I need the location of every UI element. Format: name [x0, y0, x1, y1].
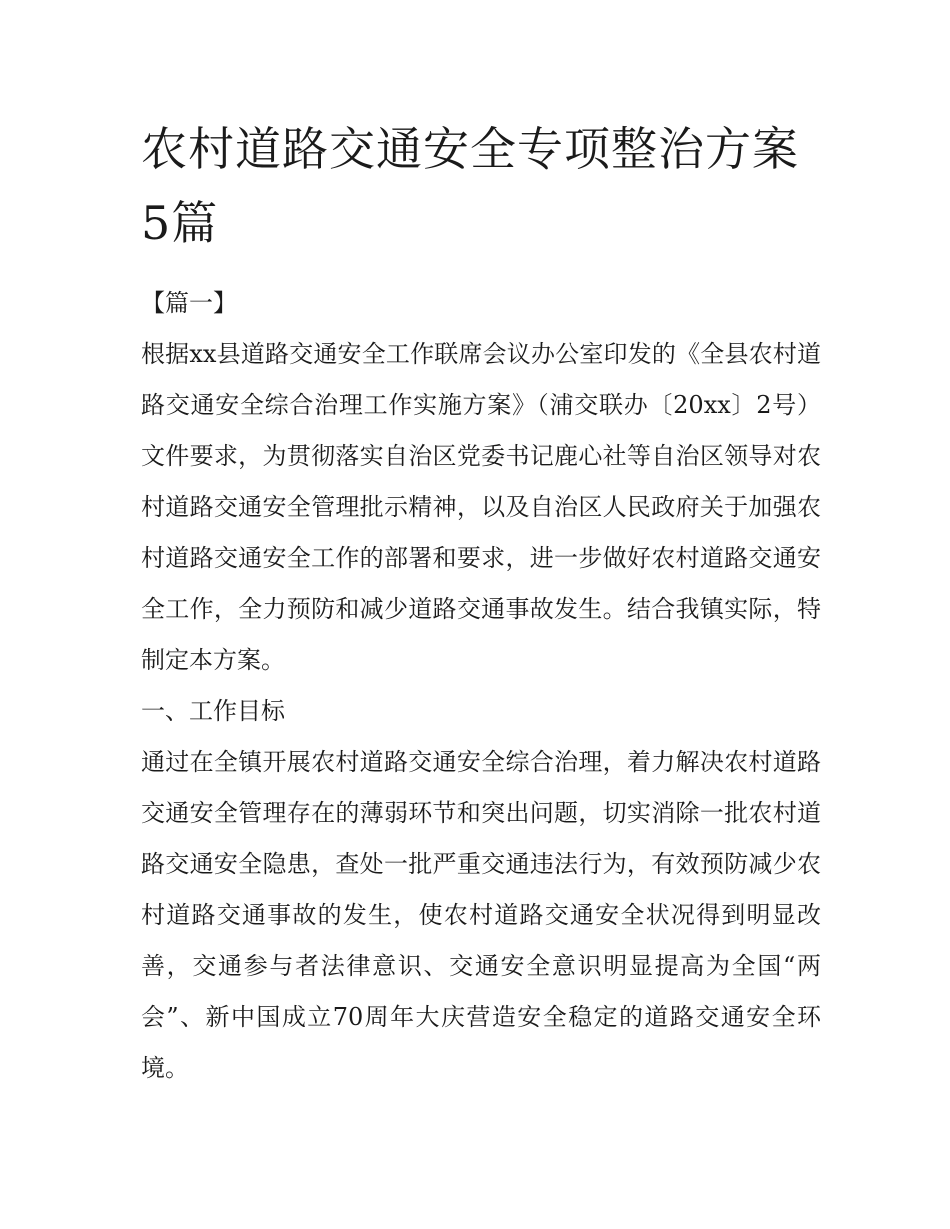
goals-paragraph: 通过在全镇开展农村道路交通安全综合治理，着力解决农村道路交通安全管理存在的薄弱环节和突出问题，切实消除一批农村道路交通安全隐患，查处一批严重交通违法行为，有效预防减少农村道路交通事故的发生，使农村道路交通安全状况得到明显改善，交通参与者法律意识、交通安全意识明显提高为全国“两会”、新中国成立70周年大庆营造安全稳定的道路交通安全环境。	[141, 748, 821, 1082]
section-heading-goals: 一、工作目标	[141, 697, 285, 725]
intro-paragraph: 根据xx县道路交通安全工作联席会议办公室印发的《全县农村道路交通安全综合治理工作实施方案》（浦交联办〔20xx〕2号）文件要求，为贯彻落实自治区党委书记鹿心社等自治区领导对农村道路交通安全管理批示精神，以及自治区人民政府关于加强农村道路交通安全工作的部署和要求，进一步做好农村道路交通安全工作，全力预防和减少道路交通事故发生。结合我镇实际，特制定本方案。	[141, 340, 821, 674]
section-label: 【篇一】	[141, 289, 237, 317]
document-body	[141, 278, 821, 1094]
document-title: 农村道路交通安全专项整治方案5篇	[141, 122, 799, 250]
document-page	[141, 112, 821, 1094]
